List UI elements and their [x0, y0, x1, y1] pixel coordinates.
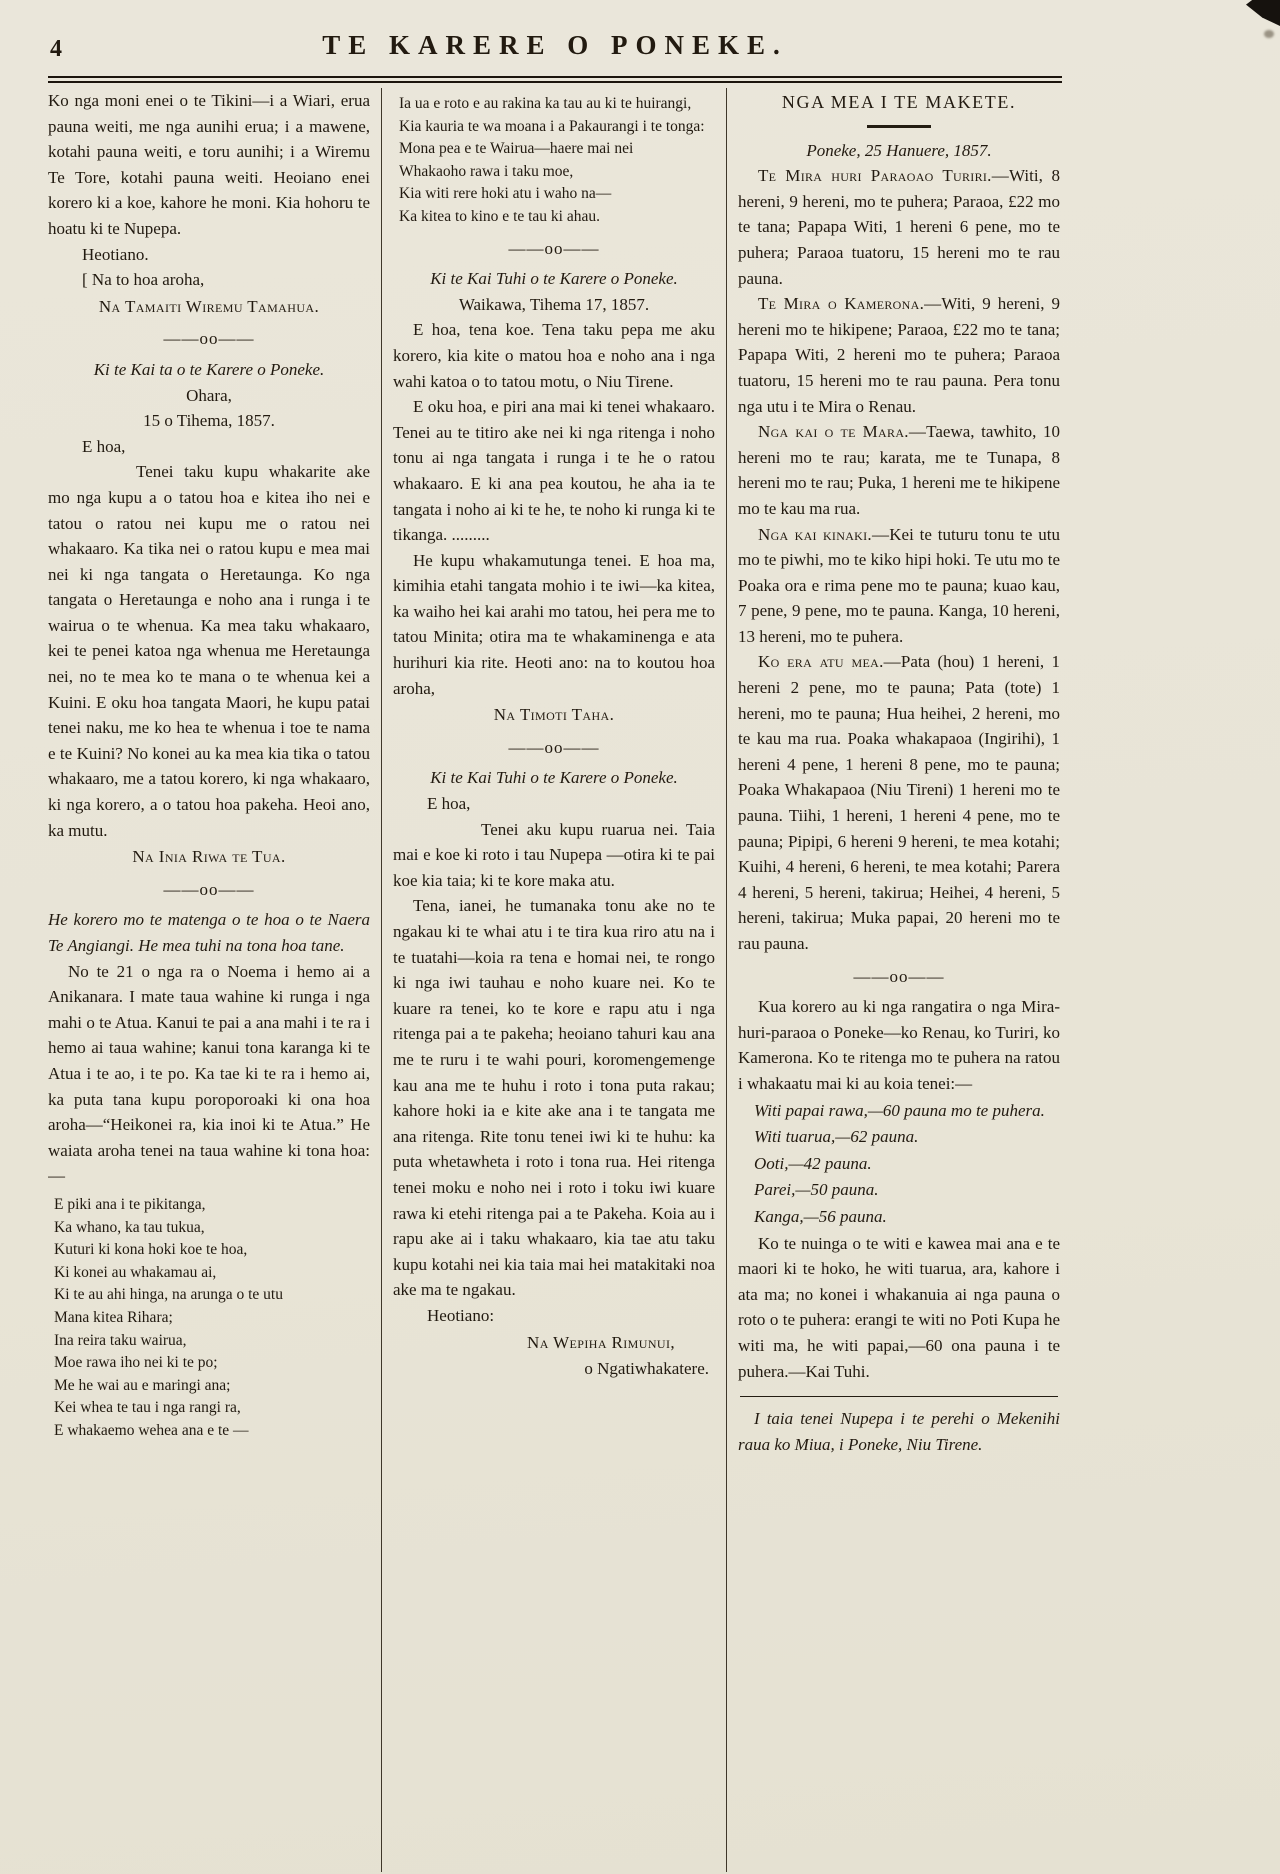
letter-heading: Ki te Kai Tuhi o te Karere o Poneke. — [430, 768, 678, 788]
section-separator: ——oo—— — [508, 737, 600, 757]
signature: Na Timoti Taha. — [493, 705, 615, 725]
verse-line: E piki ana i te pikitanga, — [54, 1195, 206, 1213]
entry-lead: Te Mira huri Paraoao Turiri.— — [758, 166, 1010, 186]
verse-line: Ki te au ahi hinga, na arunga o te utu — [54, 1286, 283, 1304]
newspaper-title: TE KARERE O PONEKE. — [322, 30, 788, 60]
price-line: Ooti,—42 pauna. — [754, 1153, 872, 1173]
heading-rule — [867, 125, 931, 128]
letter-place: Ohara, — [186, 385, 232, 405]
letter-heading: Ki te Kai Tuhi o te Karere o Poneke. — [430, 269, 678, 289]
price-line: Kanga,—56 pauna. — [754, 1206, 887, 1226]
verse-line: Me he wai au e maringi ana; — [54, 1376, 231, 1394]
market-item: Nga kai kinaki.—Kei te tuturu tonu te utu mo te piwhi, mo te kiko hipi hoki. Te utu mo te Poaka ora e rima pene mo te pauna; kuao kau, 7 pene, 9 pene, mo te pauna. Kanga, 10 hereni, 13 hereni, mo te puhera. — [738, 524, 1060, 646]
editor-note: Kua korero au ki nga rangatira o nga Mira-huri-paraoa o Poneke—ko Renau, ko Turiri, ko Kamerona. Ko te ritenga mo te puhera na ratou i whakaatu mai ki au koia tenei:— — [738, 997, 1060, 1093]
signature: Na Wepiha Rimunui, — [527, 1332, 675, 1352]
signature: Na Inia Riwa te Tua. — [132, 847, 286, 867]
verse-line: Kia kauria te wa moana i a Pakaurangi i te tonga: — [399, 117, 705, 135]
editor-note: Ko te nuinga o te witi e kawea mai ana e te maori ki te hoko, he witi tuarua, ara, kahore i ata ma; no konei i whakanuia ai nga pauna o roto o te puhera: erangi te witi no Poti Kupa he witi ma, he witi papai,—60 ona pauna i te puhera.—Kai Tuhi. — [738, 1233, 1060, 1381]
continued-paragraph: Ko nga moni enei o te Tikini—i a Wiari, erua pauna weiti, me nga aunihi erua; i a mawene, kotahi pauna weiti, e toru aunihi; i a Wiremu Te Tore, kotahi pauna weiti. Heoiano enei korero ki a koe, kahore he moni. Kia hohoru te hoatu ki te Nupepa. — [48, 91, 370, 238]
market-item: Te Mira o Kamerona.—Witi, 9 hereni, 9 hereni mo te hikipene; Paraoa, £22 mo te tana; Papapa Witi, 2 hereni mo te puhera; Paraoa tuatoru, 15 hereni mo te rau pauna. Pera tonu nga utu i te Mira o Renau. — [738, 294, 1060, 416]
entry-lead: Nga kai kinaki.— — [758, 524, 890, 544]
letter-paragraph: E oku hoa, e piri ana mai ki tenei whakaaro. Tenei au te titiro ake nei ki nga ritenga i noho tonu ai nga tangata i runga i te he o ratou whakaaro. E ki ana pea koutou, he aha ia te tangata i noho ai ki te he, te noho ki runga ki te tikanga. ......... — [393, 397, 715, 545]
entry-lead: Nga kai o te Mara.— — [758, 422, 927, 442]
letter-paragraph: Tena, ianei, he tumanaka tonu ake no te ngakau ki te whai atu i te tira kua riro atu na i te tuatahi—koia ra tena e homai nei, te rongo ki nga iwi tauhau e noho kuare nei. Ko te kuare ra tenei, ko te kore e rapu atu i nga ritenga pai a te pakeha; heoiano tahuri kau ana me te ruru i te wahi pouri, koromengemenge kau ana me te huhu i roto i tona puta rakau; kahore hoki ia e kite ake ana i te tangata me ana ritenga. Rite tonu tenei iwi ki te huhu: ka puta whetawheta i roto i tona rua. Hei ritenga tenei moku e noho nei i roto i toku iwi kuare rawa ki etehi ritenga pai a te Pakeha. Koia au i rapu ake ai i taku whakaaro, kia tae atu taku kupu kotahi nei kia taia mai hei matakitaki noa ake ma te ngakau. — [393, 896, 715, 1300]
verse-line: Kuturi ki kona hoki koe te hoa, — [54, 1241, 248, 1259]
salutation: E hoa, — [427, 794, 471, 814]
price-line: Witi tuarua,—62 pauna. — [754, 1127, 919, 1147]
market-item: Ko era atu mea.—Pata (hou) 1 hereni, 1 hereni 2 pene, mo te pauna; Pata (tote) 1 hereni, mo te pauna; Hua heihei, 2 hereni, mo te kau ma rua. Poaka whakapaoa (Ingirihi), 1 hereni 4 pene, 1 hereni 8 pene, mo te pauna; Poaka Whakapaoa (Niu Tireni) 1 hereni mo te pauna. Tiihi, 1 hereni, 1 hereni 4 pene, mo te pauna; Pipipi, 6 hereni 9 hereni, te mea kotahi; Kuihi, 4 hereni, 6 hereni, te mea kotahi; Parera 4 hereni, 5 hereni, takirua; Heihei, 4 hereni, 5 hereni, takirua; Muka papai, 20 hereni mo te rau pauna. — [738, 652, 1060, 953]
entry-lead: Ko era atu mea.— — [758, 652, 901, 672]
imprint-rule — [740, 1396, 1058, 1397]
column-2 — [393, 88, 715, 1872]
market-item: Nga kai o te Mara.—Taewa, tawhito, 10 hereni mo te rau; karata, me te Tunapa, 8 hereni mo te rau; Puka, 1 hereni me te hikipene mo te kau ma rua. — [738, 422, 1060, 518]
section-separator: ——oo—— — [163, 879, 255, 899]
verse-line: Ia ua e roto e au rakina ka tau au ki te huirangi, — [399, 95, 692, 112]
closing-line: Heotiano: — [427, 1305, 495, 1325]
verse-line: Ina reira taku wairua, — [54, 1331, 187, 1349]
letter-dateline: Waikawa, Tihema 17, 1857. — [458, 294, 650, 314]
letter-paragraph: Tenei aku kupu ruarua nei. Taia mai e koe ki roto i tau Nupepa —otira ki te pai koe kia taia; ki te kore maka atu. — [393, 819, 715, 890]
verse-line: Mona pea e te Wairua—haere mai nei — [399, 140, 634, 158]
closing-line: Heotiano. — [82, 244, 149, 264]
verse-line: Mana kitea Rihara; — [54, 1308, 173, 1326]
obituary-body: No te 21 o nga ra o Noema i hemo ai a Anikanara. I mate taua wahine ki runga i nga mahi o te Atua. Kanui te pai a ana mahi i te ra i hemo ai taua wahine; kanui tona karanga ki te Atua i te ao, i te po. Ka tae ki te ra i hemo ai, ka puta tana kupu poroporoaki ki ona hoa aroha—“Heikonei ra, kia inoi ki te Atua.” He waiata aroha tenei na taua wahine ki tona hoa:— — [48, 961, 370, 1186]
verse-line: Kei whea te tau i nga rangi ra, — [54, 1399, 241, 1417]
column-divider — [381, 88, 382, 1872]
verse-line: Kia witi rere hoki atu i waho na— — [399, 185, 612, 203]
market-item: Te Mira huri Paraoao Turiri.—Witi, 8 hereni, 9 hereni, mo te puhera; Paraoa, £22 mo te tana; Papapa Witi, 1 hereni 6 pene, mo te puhera; Paraoa tuatoru, 15 hereni mo te rau pauna. — [738, 166, 1060, 288]
verse-line: Whakaoho rawa i taku moe, — [399, 162, 574, 180]
column-divider — [726, 88, 727, 1872]
section-separator: ——oo—— — [163, 329, 255, 349]
section-heading: NGA MEA I TE MAKETE. — [781, 92, 1017, 112]
verse-line: E whakaemo wehea ana e te — — [54, 1421, 249, 1439]
letter-body: Tenei taku kupu whakarite ake mo nga kupu a o tatou hoa e kitea iho nei e tatou o ratou nei kupu me o ratou nei whakaaro. Ka tika nei o ratou kupu e mea mai nei ki nga tangata o Heretaunga. Ko nga tangata o Heretaunga e noho ana i runga i te wairua o te whenua. Ka mea taku whakaaro, kei te penei katoa nga whenua me Heretaunga nei, no te mea ko te mana o te whenua kei a Kuini. E oku hoa tangata Maori, he kupu patai tenei naku, me ko hea te whenua i toe te nama e te Kuini? No konei au ka mea kia tika o tatou whakaaro, me a tatou korero, ki nga whakaaro, ki nga korero, a o tatou hoa pakeha. Heoi ano, ka mutu. — [48, 462, 370, 840]
market-dateline: Poneke, 25 Hanuere, 1857. — [806, 140, 992, 160]
waiata-verse-continued — [399, 93, 715, 229]
salutation: E hoa, — [82, 436, 126, 456]
verse-line: Ka kitea to kino e te tau ki ahau. — [399, 207, 601, 225]
letter-paragraph: E hoa, tena koe. Tena taku pepa me aku korero, kia kite o matou hoa e noho ana i nga wahi katoa o to tatou motu, o Niu Tirene. — [393, 320, 715, 391]
verse-line: Ki konei au whakamau ai, — [54, 1263, 217, 1281]
valediction-line: [ Na to hoa aroha, — [82, 270, 205, 290]
letter-date: 15 o Tihema, 1857. — [143, 411, 275, 431]
scan-artifact-icon — [1246, 0, 1280, 26]
verse-line: Ka whano, ka tau tukua, — [54, 1218, 205, 1236]
column-1 — [48, 88, 370, 1872]
signature: Na Tamaiti Wiremu Tamahua. — [98, 296, 320, 316]
price-line: Witi papai rawa,—60 pauna mo te puhera. — [754, 1100, 1045, 1120]
section-separator: ——oo—— — [508, 238, 600, 258]
signature-affiliation: o Ngatiwhakatere. — [584, 1359, 709, 1379]
column-3 — [738, 88, 1060, 1872]
masthead-double-rule — [48, 76, 1062, 83]
waiata-verse — [54, 1194, 370, 1443]
imprint: I taia tenei Nupepa i te perehi o Mekenihi raua ko Miua, i Poneke, Niu Tirene. — [738, 1409, 1060, 1454]
masthead — [48, 0, 1062, 74]
obituary-heading: He korero mo te matenga o te hoa o te Naera Te Angiangi. He mea tuhi na tona hoa tane. — [48, 910, 370, 955]
scan-smudge-icon — [1264, 30, 1274, 38]
letter-heading: Ki te Kai ta o te Karere o Poneke. — [93, 359, 325, 379]
price-line: Parei,—50 pauna. — [754, 1180, 879, 1200]
entry-lead: Te Mira o Kamerona.— — [758, 294, 942, 314]
columns — [48, 88, 1062, 1872]
page-number: 4 — [50, 36, 62, 62]
letter-paragraph: He kupu whakamutunga tenei. E hoa ma, kimihia etahi tangata mohio i te iwi—ka kitea, ka waiho hei kai arahi mo tatou, hei pera me to tatou Minita; otira ma te whakaminenga e ata hurihuri kia rite. Heoti ano: na to koutou hoa aroha, — [393, 550, 715, 698]
verse-line: Moe rawa iho nei ki te po; — [54, 1354, 218, 1372]
section-separator: ——oo—— — [853, 966, 945, 986]
